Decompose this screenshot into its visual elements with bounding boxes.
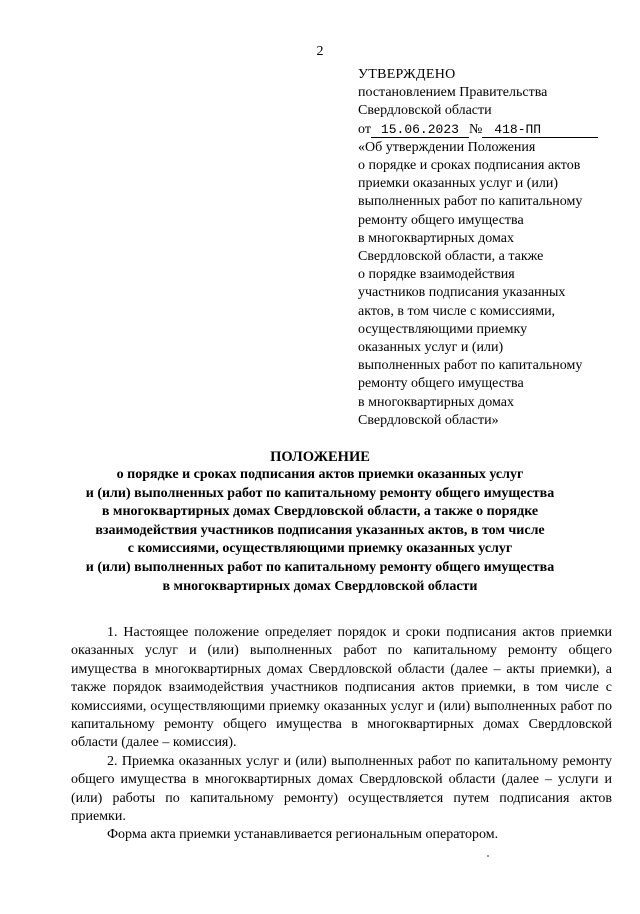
- subtitle-line: и (или) выполненных работ по капитальному ремонту общего имущества: [85, 559, 555, 575]
- decree-title-line: приемки оказанных услуг и (или): [358, 176, 559, 192]
- decree-title-line: Свердловской области, а также: [358, 249, 544, 265]
- subtitle-line: и (или) выполненных работ по капитальному ремонту общего имущества: [85, 485, 555, 501]
- decree-title-line: оказанных услуг и (или): [358, 340, 504, 356]
- scan-speck: [487, 855, 489, 857]
- body-paragraph: Форма акта приемки устанавливается региональным оператором.: [107, 827, 499, 843]
- subtitle-line: в многоквартирных домах Свердловской области, а также о порядке: [101, 504, 539, 520]
- body-paragraph: 1. Настоящее положение определяет порядок и сроки подписания актов приемки оказанных услуг и (или) выполненных работ по капитальному ремонту общего имущества в многоквартирных домах Свердловской области (далее – акты приемки), а также порядок взаимодействия участников подписания актов приемки, в том числе с комиссиями, осуществляющими приемку оказанных услуг и (или) выполненных работ по капитальному ремонту общего имущества в многоквартирных домах Свердловской области (далее – комиссия).: [71, 625, 612, 751]
- decree-title-line: Свердловской области»: [358, 412, 499, 428]
- decree-date: 15.06.2023: [371, 123, 469, 138]
- decree-title-line: о порядке взаимодействия: [358, 267, 515, 283]
- decree-title-line: ремонту общего имущества: [358, 376, 524, 392]
- document-body: [71, 624, 612, 845]
- decree-title-line: в многоквартирных домах: [358, 394, 514, 410]
- decree-title-line: «Об утверждении Положения: [358, 139, 536, 155]
- subtitle-line: с комиссиями, осуществляющими приемку оказанных услуг: [127, 541, 513, 557]
- decree-title-line: участников подписания указанных: [358, 285, 566, 301]
- subtitle-line: взаимодействия участников подписания указанных актов, в том числе: [95, 522, 545, 538]
- approval-label: УТВЕРЖДЕНО: [358, 67, 456, 82]
- approval-line: постановлением Правительства: [358, 85, 548, 101]
- subtitle-line: в многоквартирных домах Свердловской области: [162, 578, 478, 594]
- decree-title-line: ремонту общего имущества: [358, 212, 524, 228]
- number-sign: №: [468, 121, 483, 137]
- decree-title-line: выполненных работ по капитальному: [358, 194, 583, 210]
- document-subtitle: [60, 466, 580, 596]
- decree-title-line: выполненных работ по капитальному: [358, 358, 583, 374]
- decree-title-line: о порядке и сроках подписания актов: [358, 158, 581, 174]
- decree-number: 418-ПП: [482, 123, 598, 138]
- approval-block: [358, 66, 628, 430]
- approval-line: Свердловской области: [358, 103, 492, 119]
- decree-title-line: в многоквартирных домах: [358, 230, 514, 246]
- body-paragraph: 2. Приемка оказанных услуг и (или) выполненных работ по капитальному ремонту общего имущества в многоквартирных домах Свердловской области (далее – услуги и (или) работы по капитальному ремонту) осуществляется путем подписания актов приемки.: [71, 753, 612, 825]
- subtitle-line: о порядке и сроках подписания актов приемки оказанных услуг: [116, 467, 524, 482]
- page-number: 2: [316, 44, 324, 59]
- decree-title-line: актов, в том числе с комиссиями,: [358, 303, 556, 319]
- decree-title-line: осуществляющими приемку: [358, 321, 528, 337]
- document-title: ПОЛОЖЕНИЕ: [270, 449, 370, 465]
- date-prefix: от: [358, 121, 371, 137]
- approval-date-line: [358, 121, 628, 139]
